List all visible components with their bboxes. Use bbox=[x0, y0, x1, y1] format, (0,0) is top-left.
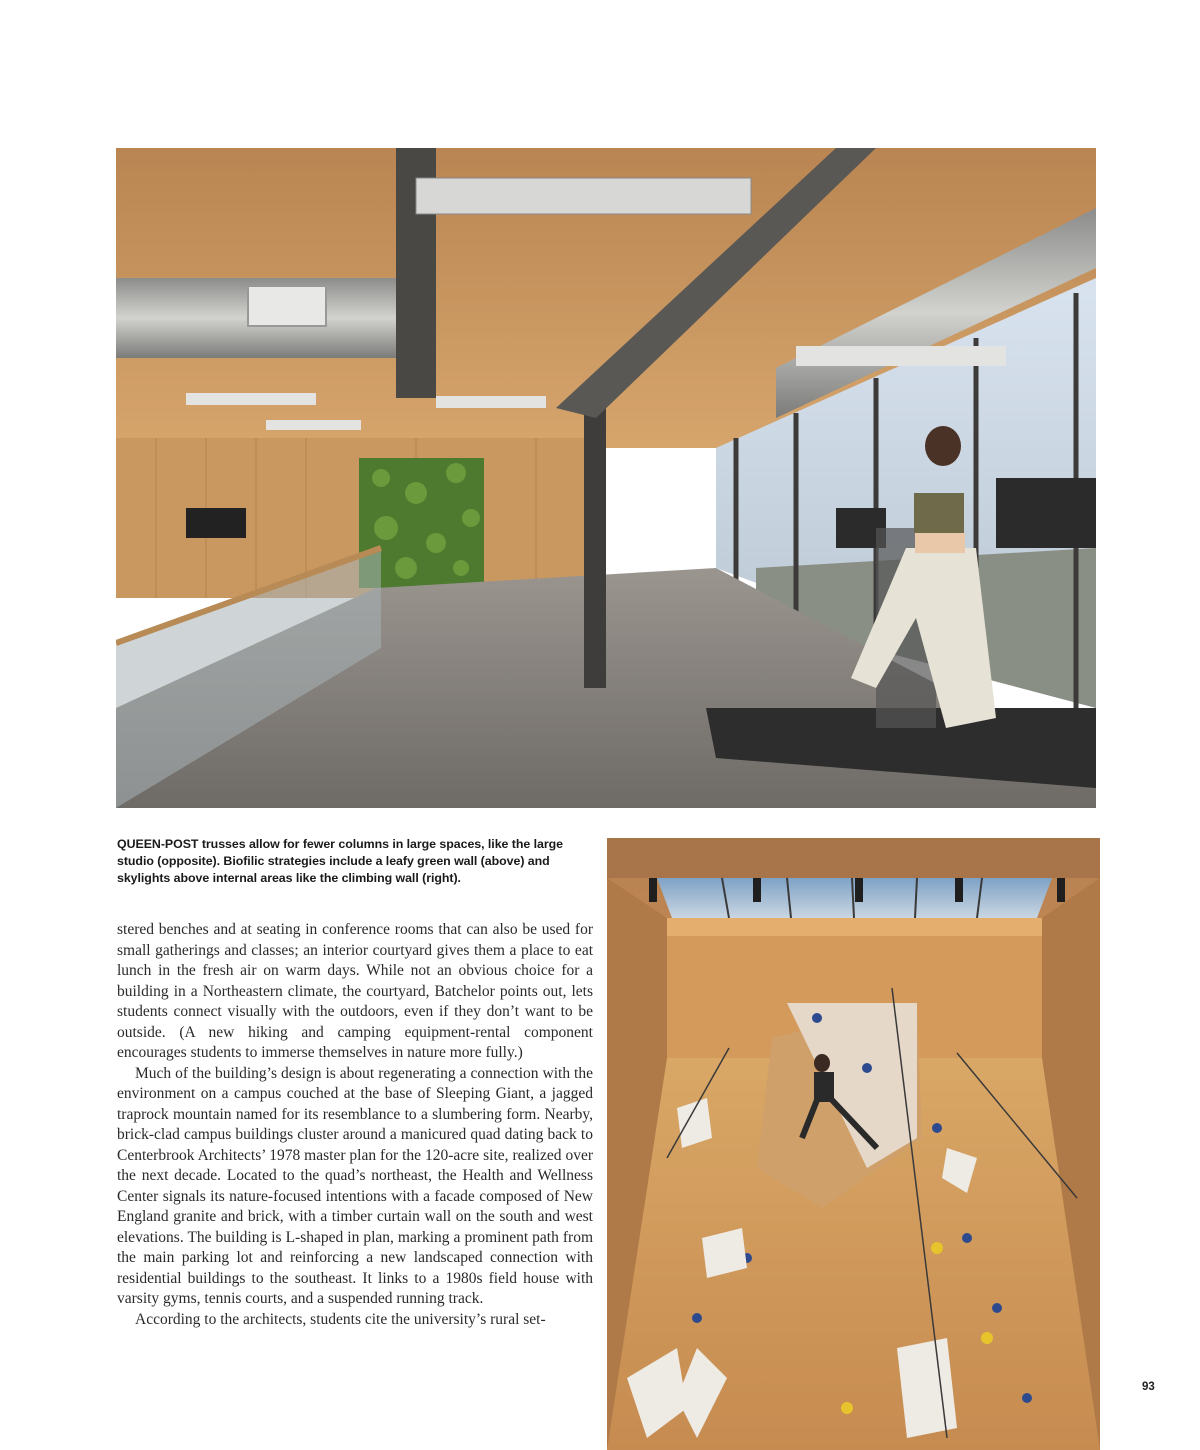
photo-caption bbox=[117, 836, 589, 887]
body-paragraph: stered benches and at seating in conference rooms that can also be used for small gatherings and classes; an interior courtyard gives them a place to eat lunch in the fresh air on warm days. While not an obvious choice for a building in a Northeastern climate, the courtyard, Batchelor points out, lets students connect visually with the outdoors, even if they don’t want to be outside. (A new hiking and camping equipment-rental component encourages students to immerse themselves in nature more fully.) bbox=[117, 921, 593, 1061]
climbing-wall-photo bbox=[607, 838, 1100, 1450]
page-number: 93 bbox=[1142, 1381, 1155, 1393]
article-body bbox=[117, 920, 593, 1330]
body-paragraph: According to the architects, students cite the university’s rural set- bbox=[135, 1310, 546, 1328]
gym-interior-photo bbox=[116, 148, 1096, 808]
caption-lead: QUEEN-POST bbox=[117, 837, 199, 851]
caption-text: trusses allow for fewer columns in large spaces, like the large studio (opposite). Biofilic strategies include a leafy green wall (above) and skylights above internal areas like the climbing wall (right). bbox=[117, 837, 563, 885]
body-paragraph: Much of the building’s design is about regenerating a connection with the environment on a campus couched at the base of Sleeping Giant, a jagged traprock mountain named for its resemblance to a slumbering form. Nearby, brick-clad campus buildings cluster around a manicured quad dating back to Centerbrook Architects’ 1978 master plan for the 120-acre site, realized over the next decade. Located to the quad’s northeast, the Health and Wellness Center signals its nature-focused intentions with a facade composed of New England granite and brick, with a timber curtain wall on the south and west elevations. The building is L-shaped in plan, marking a prominent path from the main parking lot and reinforcing a new landscaped connection with residential buildings to the southeast. It links to a 1980s field house with varsity gyms, tennis courts, and a suspended running track. bbox=[117, 1064, 593, 1307]
